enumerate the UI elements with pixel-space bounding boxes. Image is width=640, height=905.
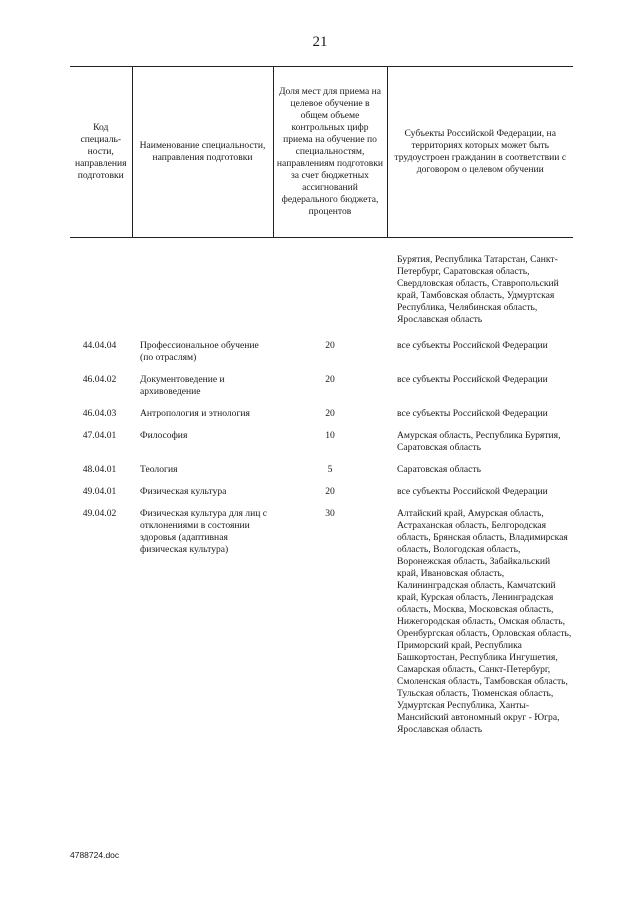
continuation-subjects: Бурятия, Республика Татарстан, Санкт-Петербург, Саратовская область, Свердловская область, Ставропольский край, Тамбовская область, Удмуртская Республика, Челябинская область, Ярославская область — [397, 254, 559, 325]
row-name: Физическая культура для лиц с отклонениями в состоянии здоровья (адаптивная физическая культура) — [140, 508, 268, 555]
row-name: Физическая культура — [140, 486, 227, 497]
table-row — [70, 430, 573, 464]
row-subjects: все субъекты Российской Федерации — [397, 374, 548, 385]
row-name: Документоведение и архивоведение — [140, 374, 225, 397]
table-header — [70, 67, 573, 238]
page-number: 21 — [312, 34, 328, 50]
row-share: 5 — [327, 464, 333, 475]
row-code: 47.04.01 — [82, 430, 117, 441]
table-row-continuation — [70, 238, 573, 341]
table-row — [70, 340, 573, 374]
row-subjects: все субъекты Российской Федерации — [397, 486, 548, 497]
row-code: 46.04.02 — [82, 374, 117, 385]
header-name: Наименование специальности, направления подготовки — [132, 67, 273, 238]
row-code: 49.04.01 — [82, 486, 117, 497]
table-row — [70, 464, 573, 486]
row-share: 30 — [325, 508, 335, 519]
row-subjects: Амурская область, Республика Бурятия, Саратовская область — [397, 430, 561, 453]
row-share: 20 — [325, 408, 335, 419]
table-row — [70, 374, 573, 408]
row-share: 20 — [325, 374, 335, 385]
row-subjects: все субъекты Российской Федерации — [397, 408, 548, 419]
header-share: Доля мест для приема на целевое обучение в общем объеме контрольных цифр приема на обучение по специальностям, направлениям подготовки за счет бюджетных ассигнований федерального бюджета, процентов — [273, 67, 387, 238]
row-name: Профессиональное обучение (по отраслям) — [140, 340, 259, 363]
row-code: 49.04.02 — [82, 508, 117, 519]
header-subjects: Субъекты Российской Федерации, на территориях которых может быть трудоустроен гражданин в соответствии с договором о целевом обучении — [387, 67, 573, 238]
header-code: Код специаль-ности, направления подготовки — [70, 67, 132, 238]
document-footer: 4788724.doc — [70, 850, 120, 860]
specialties-table — [70, 66, 573, 746]
table-row — [70, 486, 573, 508]
row-name: Философия — [140, 430, 188, 441]
table-row — [70, 508, 573, 746]
row-code: 48.04.01 — [82, 464, 117, 475]
row-subjects: Саратовская область — [397, 464, 481, 475]
row-code: 44.04.04 — [82, 340, 117, 351]
row-share: 20 — [325, 340, 335, 351]
row-name: Теология — [140, 464, 178, 475]
table-row — [70, 408, 573, 430]
row-name: Антропология и этнология — [140, 408, 250, 419]
row-share: 20 — [325, 486, 335, 497]
row-subjects: все субъекты Российской Федерации — [397, 340, 548, 351]
row-code: 46.04.03 — [82, 408, 117, 419]
row-subjects: Алтайский край, Амурская область, Астраханская область, Белгородская область, Брянская область, Владимирская область, Вологодская область, Воронежская область, Забайкальский край, Ивановская область, Калининградская область, Камчатский край, Курская область, Ленинградская область, Москва, Московская область, Нижегородская область, Омская область, Оренбургская область, Орловская область, Приморский край, Республика Башкортостан, Республика Ингушетия, Самарская область, Санкт-Петербург, Смоленская область, Тамбовская область, Тульская область, Тюменская область, Удмуртская Республика, Ханты-Мансийский автономный округ - Югра, Ярославская область — [397, 508, 572, 735]
row-share: 10 — [325, 430, 335, 441]
